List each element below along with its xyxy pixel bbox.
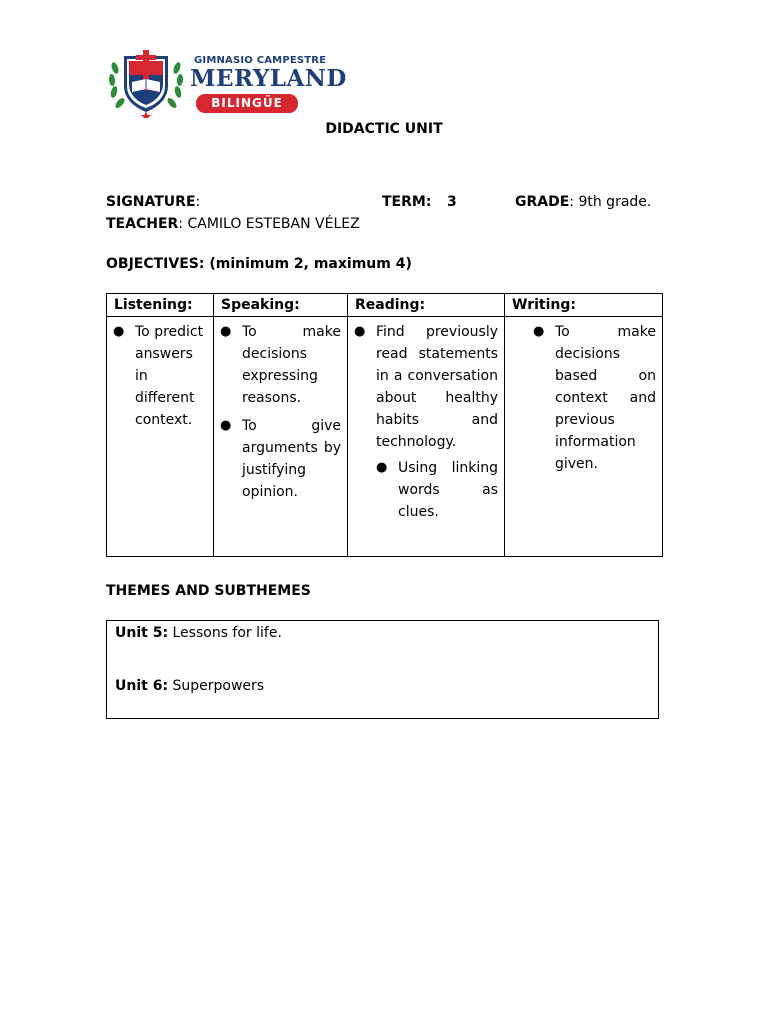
teacher-field — [106, 216, 360, 232]
bullet-icon: ● — [220, 324, 232, 339]
listening-cell — [107, 317, 214, 557]
list-item: ● To predict answers in different context. — [113, 321, 207, 431]
document-title: DIDACTIC UNIT — [325, 121, 443, 137]
term-label: TERM: — [382, 194, 432, 210]
bullet-icon: ● — [220, 418, 232, 433]
school-logo — [106, 46, 347, 118]
signature-field — [106, 194, 200, 210]
table-header-row — [107, 294, 663, 317]
list-item: ● To give arguments by justifying opinion. — [220, 415, 341, 503]
column-header-writing: Writing: — [505, 294, 663, 317]
list-item: ● Using linking words as clues. — [354, 457, 498, 523]
signature-label: SIGNATURE — [106, 194, 196, 210]
list-item: ● Find previously read statements in a conversation about healthy habits and technology. — [354, 321, 498, 453]
bullet-icon: ● — [113, 324, 125, 339]
column-header-speaking: Speaking: — [214, 294, 348, 317]
unit-5-value: Lessons for life. — [168, 625, 282, 641]
table-row — [107, 317, 663, 557]
column-header-listening: Listening: — [107, 294, 214, 317]
grade-field — [515, 194, 651, 210]
unit-6-value: Superpowers — [168, 678, 265, 694]
term-value: 3 — [447, 194, 457, 210]
signature-value: : — [195, 194, 201, 210]
themes-box — [106, 620, 659, 719]
teacher-value: : CAMILO ESTEBAN VÉLEZ — [178, 216, 360, 232]
reading-cell — [348, 317, 505, 557]
unit-5-row — [115, 625, 650, 641]
logo-sub-text: BILINGÜE — [196, 94, 298, 113]
bullet-icon: ● — [354, 324, 366, 339]
writing-cell — [505, 317, 663, 557]
themes-heading: THEMES AND SUBTHEMES — [106, 583, 311, 599]
column-header-reading: Reading: — [348, 294, 505, 317]
teacher-label: TEACHER — [106, 216, 179, 232]
unit-5-label: Unit 5: — [115, 625, 169, 641]
term-field — [382, 194, 431, 210]
unit-6-row — [115, 678, 650, 694]
bullet-icon: ● — [376, 460, 388, 475]
logo-top-text: GIMNASIO CAMPESTRE — [194, 55, 327, 66]
list-item: ● To make decisions based on context and previous information given. — [511, 321, 656, 475]
objectives-heading: OBJECTIVES: (minimum 2, maximum 4) — [106, 256, 412, 272]
bullet-icon: ● — [533, 324, 545, 339]
grade-value: : 9th grade. — [569, 194, 652, 210]
unit-6-label: Unit 6: — [115, 678, 169, 694]
school-crest-icon — [106, 46, 186, 118]
list-item: ● To make decisions expressing reasons. — [220, 321, 341, 409]
objectives-table — [106, 293, 663, 557]
grade-label: GRADE — [515, 194, 570, 210]
speaking-cell — [214, 317, 348, 557]
logo-main-text: MERYLAND — [190, 65, 347, 92]
